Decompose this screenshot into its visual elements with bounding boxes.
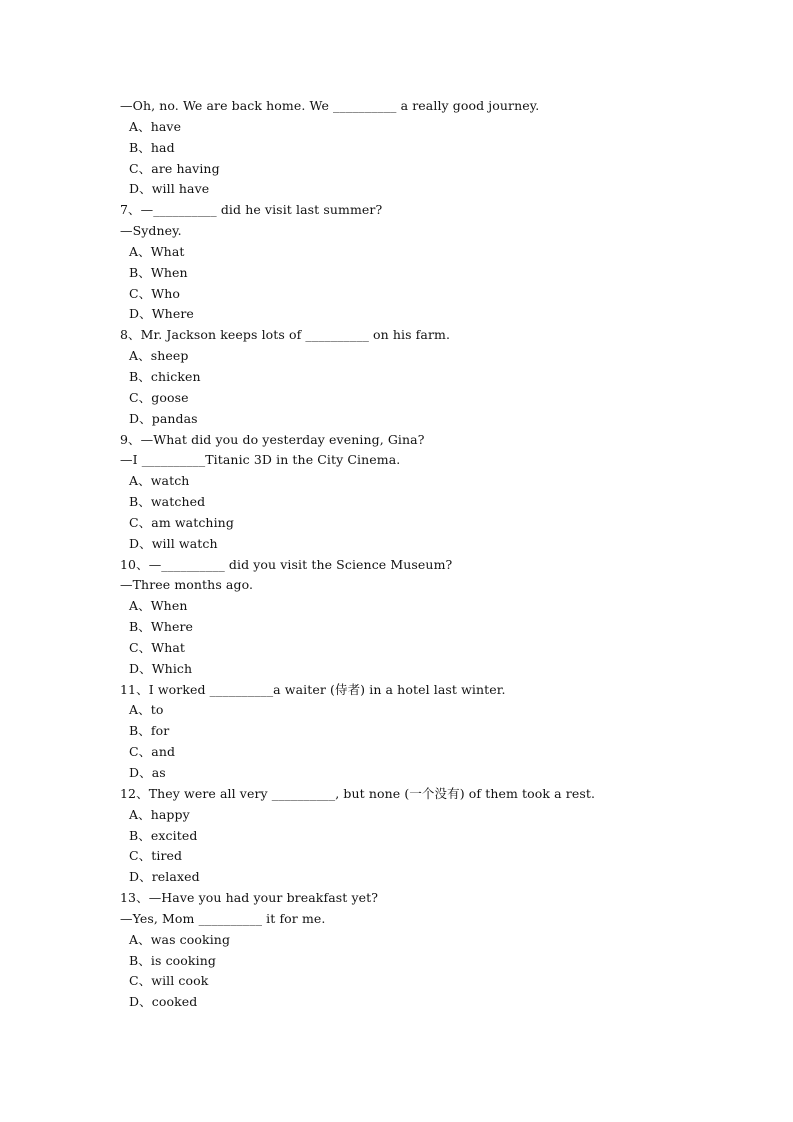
answer-option: C、and — [129, 744, 176, 760]
answer-option: A、sheep — [129, 348, 189, 364]
question-line: —I __________Titanic 3D in the City Cinema. — [120, 452, 401, 468]
answer-option: B、had — [129, 139, 175, 155]
answer-option: C、am watching — [129, 514, 234, 530]
answer-option: B、chicken — [129, 368, 201, 384]
question-line: —Oh, no. We are back home. We __________ a really good journey. — [120, 98, 540, 113]
question-line: —Yes, Mom __________ it for me. — [120, 910, 326, 926]
answer-option: D、as — [129, 765, 166, 780]
answer-option: D、Which — [129, 660, 193, 676]
answer-option: D、cooked — [129, 994, 198, 1010]
answer-option: A、When — [129, 598, 188, 614]
answer-option: A、watch — [129, 473, 190, 489]
question-line: 8、Mr. Jackson keeps lots of __________ on his farm. — [120, 327, 451, 343]
question-line: 7、—__________ did he visit last summer? — [120, 202, 383, 218]
answer-option: C、tired — [129, 848, 183, 864]
answer-option: D、relaxed — [129, 869, 200, 885]
answer-option: B、When — [129, 264, 188, 280]
answer-option: B、is cooking — [129, 952, 216, 968]
answer-option: D、will watch — [129, 535, 218, 551]
answer-option: C、will cook — [129, 973, 209, 989]
answer-option: A、was cooking — [129, 931, 231, 947]
question-line: —Sydney. — [120, 223, 182, 239]
question-list — [120, 96, 740, 1013]
answer-option: A、What — [129, 243, 185, 259]
answer-option: C、Who — [129, 285, 180, 301]
answer-option: D、Where — [129, 306, 194, 322]
answer-option: A、to — [129, 702, 164, 718]
answer-option: D、pandas — [129, 410, 198, 426]
answer-option: B、excited — [129, 827, 198, 843]
question-line: 10、—__________ did you visit the Science Museum? — [120, 556, 453, 572]
answer-option: B、for — [129, 723, 170, 739]
answer-option: C、goose — [129, 389, 189, 405]
question-line: 9、—What did you do yesterday evening, Gina? — [120, 431, 425, 447]
answer-option: C、What — [129, 639, 186, 655]
answer-option: B、Where — [129, 619, 194, 635]
answer-option: A、happy — [129, 806, 190, 822]
answer-option: A、have — [129, 118, 182, 134]
question-line: 11、I worked __________a waiter (侍者) in a hotel last winter. — [120, 681, 506, 697]
answer-option: C、are having — [129, 160, 220, 176]
question-line: —Three months ago. — [120, 577, 254, 593]
question-line: 13、—Have you had your breakfast yet? — [120, 890, 379, 906]
answer-option: B、watched — [129, 494, 206, 510]
answer-option: D、will have — [129, 181, 210, 197]
question-line: 12、They were all very __________, but none (一个没有) of them took a rest. — [120, 785, 596, 801]
